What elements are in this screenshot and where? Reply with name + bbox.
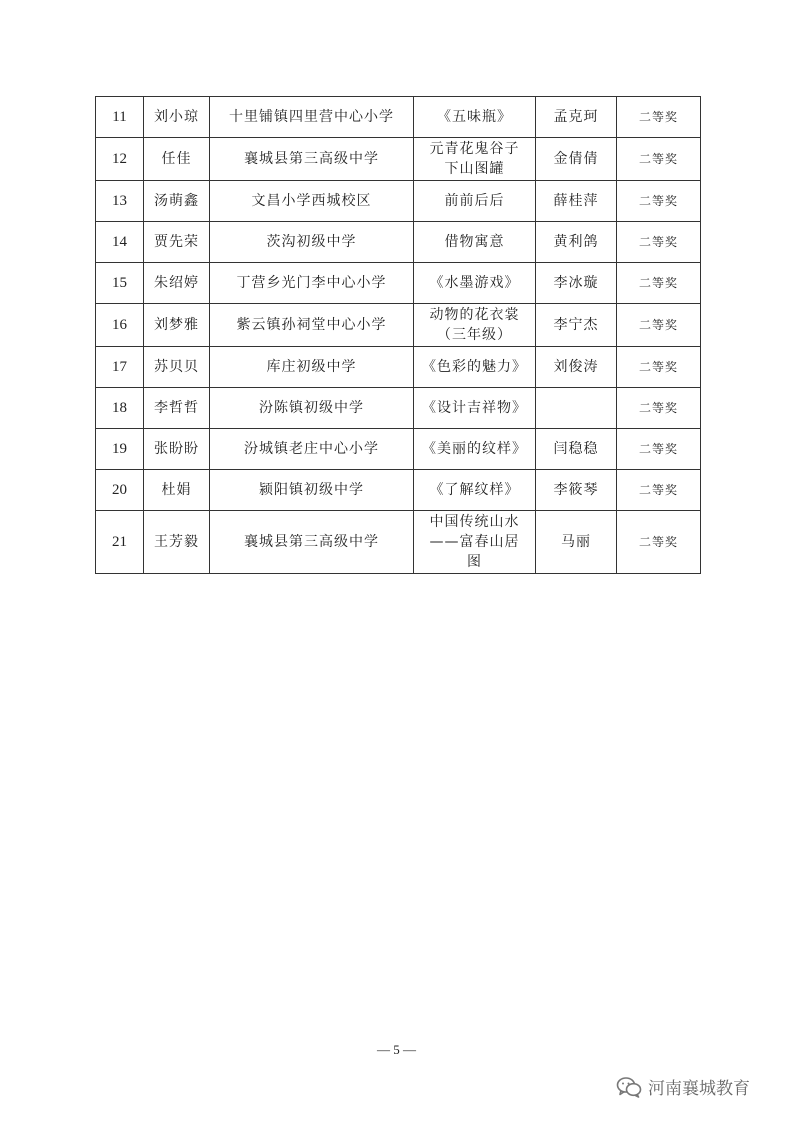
table-row [96, 97, 701, 138]
wechat-icon [616, 1076, 642, 1098]
work-title-cell: 前前后后 [414, 181, 536, 222]
teacher-name-cell: 李冰璇 [536, 263, 617, 304]
table-row [96, 429, 701, 470]
school-name-cell: 紫云镇孙祠堂中心小学 [210, 304, 414, 347]
table-row [96, 470, 701, 511]
student-name-cell: 王芳毅 [144, 511, 210, 574]
teacher-name-cell: 金倩倩 [536, 138, 617, 181]
award-level-cell: 二等奖 [617, 470, 701, 511]
award-level-cell: 二等奖 [617, 97, 701, 138]
work-title-cell: 《水墨游戏》 [414, 263, 536, 304]
work-title-cell: 《设计吉祥物》 [414, 388, 536, 429]
student-name-cell: 刘小琼 [144, 97, 210, 138]
student-name-cell: 张盼盼 [144, 429, 210, 470]
student-name-cell: 贾先荣 [144, 222, 210, 263]
school-name-cell: 十里铺镇四里营中心小学 [210, 97, 414, 138]
table-row [96, 263, 701, 304]
teacher-name-cell: 闫稳稳 [536, 429, 617, 470]
award-level-cell: 二等奖 [617, 511, 701, 574]
school-name-cell: 茨沟初级中学 [210, 222, 414, 263]
school-name-cell: 襄城县第三高级中学 [210, 138, 414, 181]
work-title-cell: 《色彩的魅力》 [414, 347, 536, 388]
table-row [96, 511, 701, 574]
row-number-cell: 18 [96, 388, 144, 429]
row-number-cell: 15 [96, 263, 144, 304]
table-row [96, 138, 701, 181]
award-level-cell: 二等奖 [617, 347, 701, 388]
work-title-cell: 《五味瓶》 [414, 97, 536, 138]
table-row [96, 222, 701, 263]
teacher-name-cell: 黄利鸽 [536, 222, 617, 263]
row-number-cell: 16 [96, 304, 144, 347]
school-name-cell: 颍阳镇初级中学 [210, 470, 414, 511]
row-number-cell: 11 [96, 97, 144, 138]
teacher-name-cell [536, 388, 617, 429]
award-level-cell: 二等奖 [617, 263, 701, 304]
student-name-cell: 任佳 [144, 138, 210, 181]
work-title-cell: 借物寓意 [414, 222, 536, 263]
school-name-cell: 丁营乡光门李中心小学 [210, 263, 414, 304]
work-title-cell: 《美丽的纹样》 [414, 429, 536, 470]
award-level-cell: 二等奖 [617, 304, 701, 347]
school-name-cell: 库庄初级中学 [210, 347, 414, 388]
table-row [96, 347, 701, 388]
page-number: — 5 — [377, 1042, 416, 1057]
student-name-cell: 朱绍婷 [144, 263, 210, 304]
award-table-body [96, 97, 701, 574]
work-title-cell: 元青花鬼谷子 下山图罐 [414, 138, 536, 181]
teacher-name-cell: 李宁杰 [536, 304, 617, 347]
row-number-cell: 19 [96, 429, 144, 470]
teacher-name-cell: 李筱琴 [536, 470, 617, 511]
school-name-cell: 文昌小学西城校区 [210, 181, 414, 222]
table-row [96, 304, 701, 347]
student-name-cell: 苏贝贝 [144, 347, 210, 388]
teacher-name-cell: 薛桂萍 [536, 181, 617, 222]
school-name-cell: 汾城镇老庄中心小学 [210, 429, 414, 470]
student-name-cell: 杜娟 [144, 470, 210, 511]
table-row [96, 181, 701, 222]
row-number-cell: 13 [96, 181, 144, 222]
award-level-cell: 二等奖 [617, 181, 701, 222]
teacher-name-cell: 刘俊涛 [536, 347, 617, 388]
watermark-text: 河南襄城教育 [648, 1079, 750, 1099]
work-title-cell: 动物的花衣裳 （三年级） [414, 304, 536, 347]
row-number-cell: 20 [96, 470, 144, 511]
award-level-cell: 二等奖 [617, 429, 701, 470]
work-title-cell: 《了解纹样》 [414, 470, 536, 511]
award-level-cell: 二等奖 [617, 222, 701, 263]
student-name-cell: 李哲哲 [144, 388, 210, 429]
school-name-cell: 汾陈镇初级中学 [210, 388, 414, 429]
school-name-cell: 襄城县第三高级中学 [210, 511, 414, 574]
award-level-cell: 二等奖 [617, 138, 701, 181]
teacher-name-cell: 马丽 [536, 511, 617, 574]
row-number-cell: 17 [96, 347, 144, 388]
row-number-cell: 12 [96, 138, 144, 181]
award-table [95, 96, 701, 574]
student-name-cell: 刘梦雅 [144, 304, 210, 347]
row-number-cell: 21 [96, 511, 144, 574]
award-level-cell: 二等奖 [617, 388, 701, 429]
table-row [96, 388, 701, 429]
student-name-cell: 汤萌鑫 [144, 181, 210, 222]
work-title-cell: 中国传统山水 ——富春山居 图 [414, 511, 536, 574]
row-number-cell: 14 [96, 222, 144, 263]
watermark [616, 1074, 750, 1099]
teacher-name-cell: 孟克珂 [536, 97, 617, 138]
